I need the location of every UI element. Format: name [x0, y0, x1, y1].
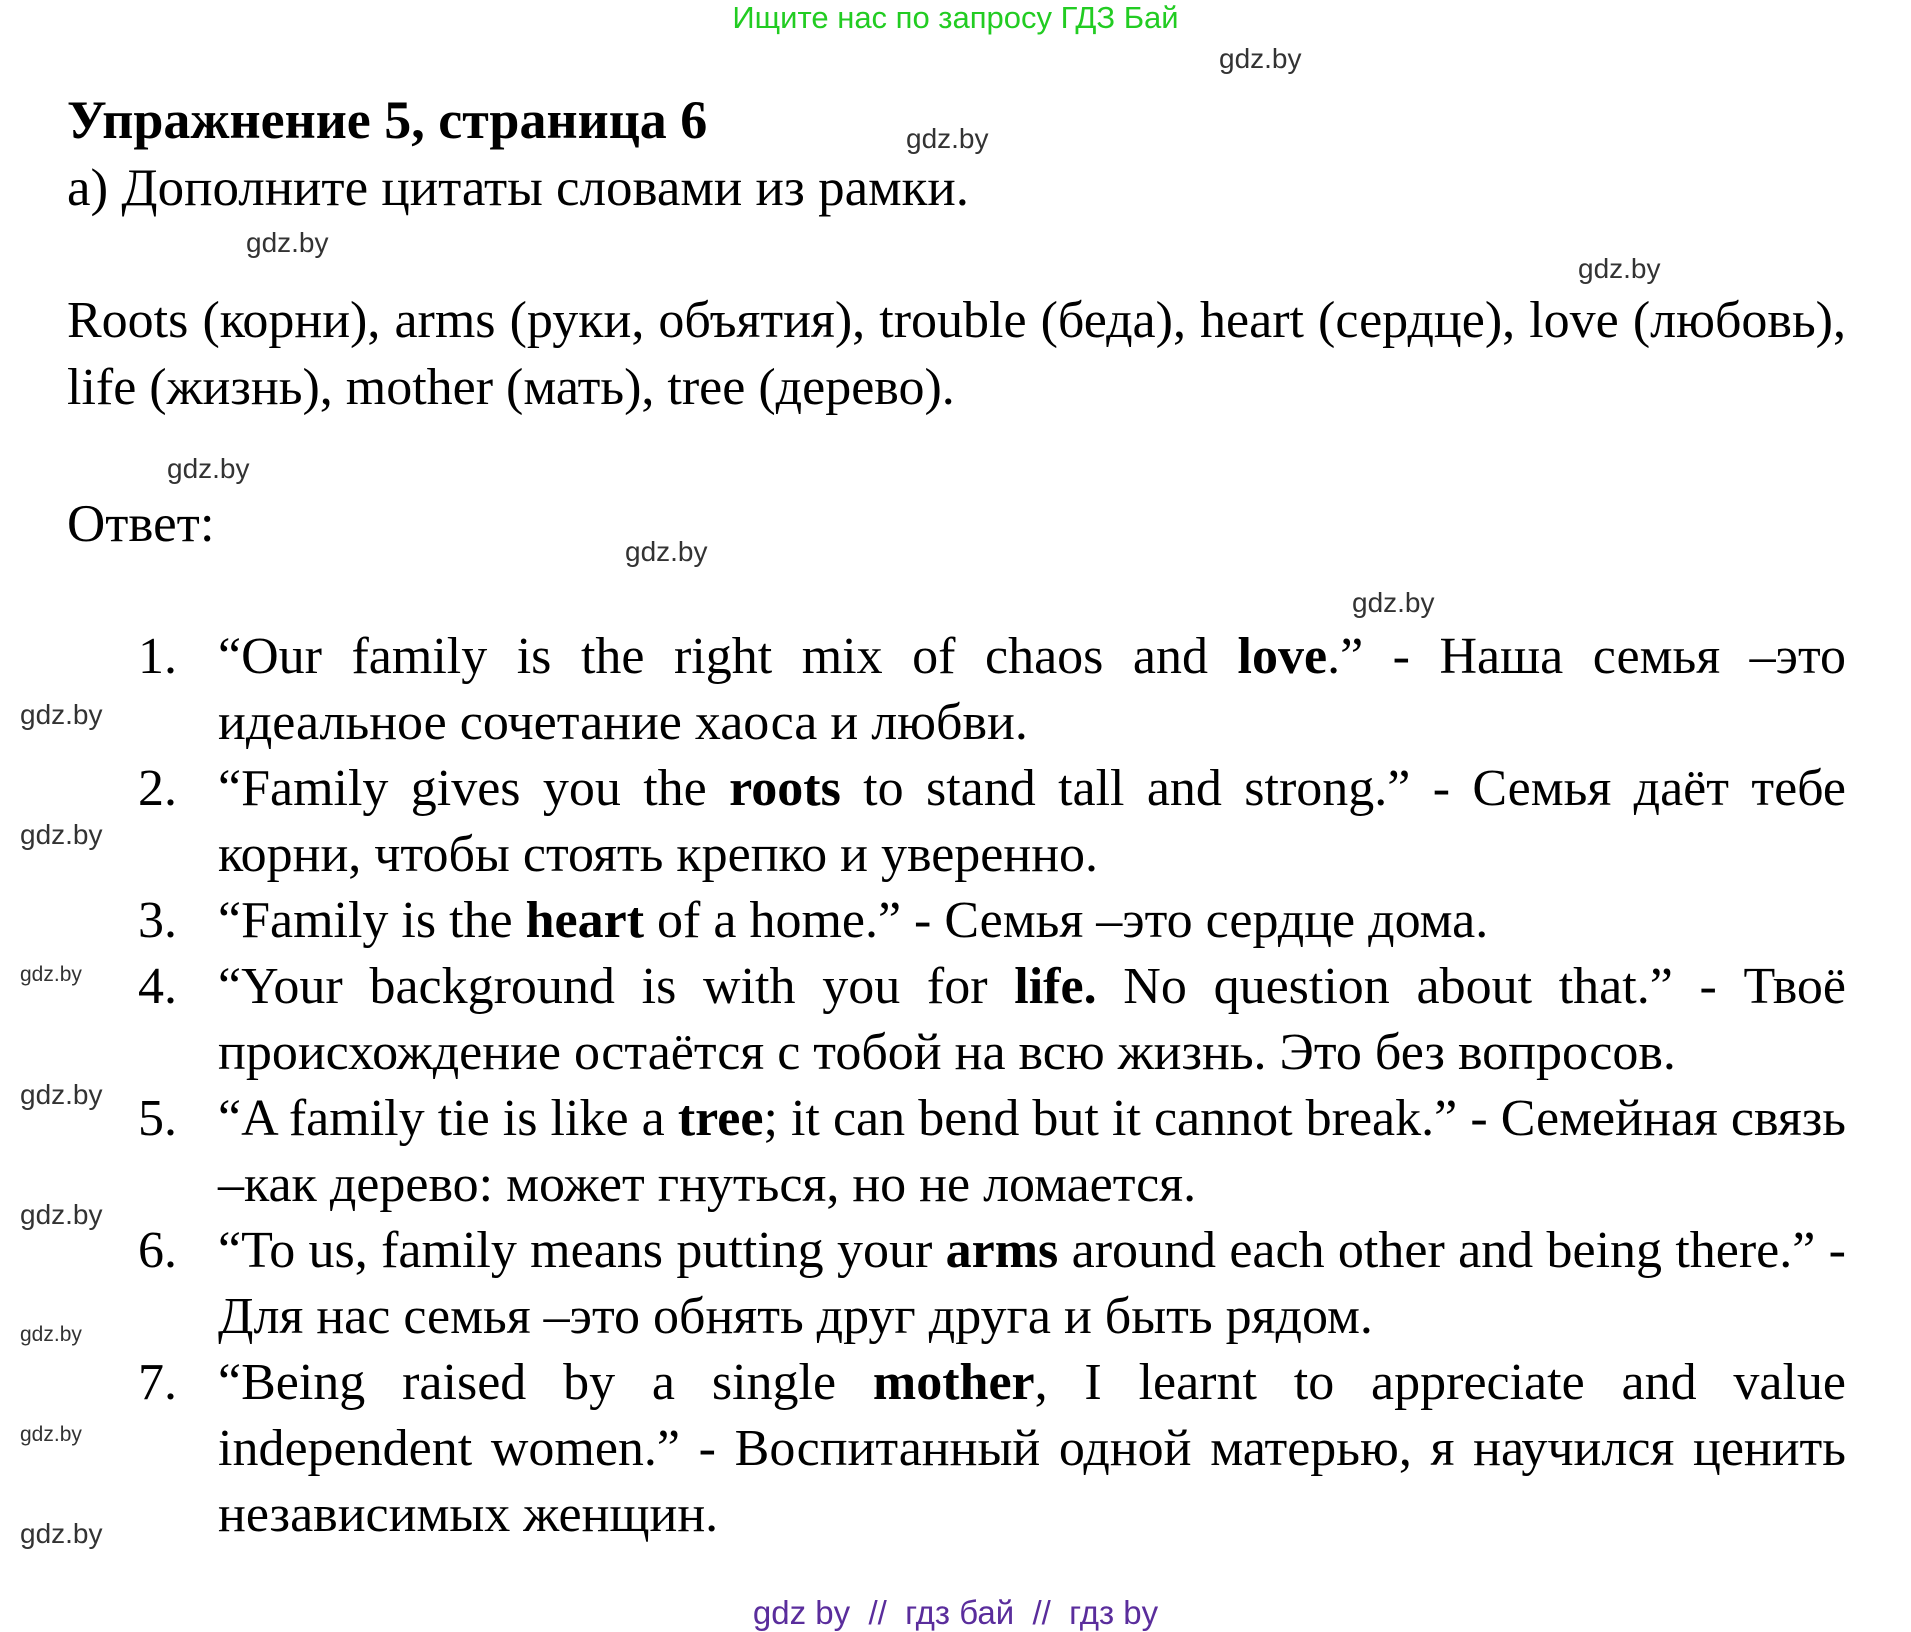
watermark: gdz.by: [167, 453, 250, 484]
quote-text: “To us, family means putting your: [218, 1222, 946, 1279]
watermark: gdz.by: [906, 123, 989, 154]
watermark: gdz.by: [20, 1423, 82, 1446]
quote-text: , I learnt to appreciate and value independent women.” - Воспитанный одной матерью, я научился ценить независимых женщин.: [218, 1354, 1847, 1543]
watermark: gdz.by: [1578, 253, 1661, 284]
item-number: 2.: [138, 760, 177, 817]
answer-word: mother: [872, 1354, 1035, 1411]
item-number: 7.: [138, 1354, 177, 1411]
answer-word: life.: [1014, 958, 1097, 1015]
list-item: [138, 888, 1846, 954]
quote-text: of a home.” - Семья –это сердце дома.: [644, 892, 1489, 949]
item-number: 5.: [138, 1090, 177, 1147]
answer-word: love: [1237, 628, 1328, 685]
quote-text: to stand tall and strong.” - Семья даёт тебе корни, чтобы стоять крепко и уверенно.: [218, 760, 1846, 883]
item-number: 4.: [138, 958, 177, 1015]
quote-text: “Your background is with you for: [218, 958, 1015, 1015]
list-item: [138, 624, 1847, 756]
quote-text: “Family is the: [218, 892, 526, 949]
item-number: 1.: [138, 628, 177, 685]
answer-label: Ответ:: [67, 495, 215, 553]
quote-text: “Being raised by a single: [218, 1354, 873, 1411]
watermark: gdz.by: [1352, 587, 1435, 618]
watermark: gdz.by: [20, 1199, 103, 1230]
search-banner: Ищите нас по запросу ГДЗ Бай: [732, 0, 1179, 35]
footer-links: gdz by // гдз бай // гдз by: [752, 1594, 1159, 1631]
watermark: gdz.by: [20, 819, 103, 850]
watermark: gdz.by: [1219, 43, 1302, 74]
quote-text: “Our family is the right mix of chaos and: [218, 628, 1238, 685]
page-title: Упражнение 5, страница 6: [67, 90, 708, 150]
quote-text: ; it can bend but it cannot break.” - Семейная связь –как дерево: может гнуться, но не ломается.: [218, 1090, 1846, 1213]
answer-word: tree: [677, 1090, 764, 1147]
item-number: 3.: [138, 892, 177, 949]
list-item: [138, 1086, 1846, 1218]
answer-word: arms: [945, 1222, 1059, 1279]
list-item: [138, 1350, 1847, 1548]
list-item: [138, 1218, 1846, 1350]
watermark: gdz.by: [20, 1518, 103, 1549]
watermark: gdz.by: [246, 227, 329, 258]
answer-word: heart: [525, 892, 645, 949]
quote-text: No question about that.” - Твоё происхождение остаётся с тобой на всю жизнь. Это без вопросов.: [218, 958, 1846, 1081]
watermark: gdz.by: [625, 536, 708, 567]
quote-text: around each other and being there.” - Для нас семья –это обнять друг друга и быть рядом.: [218, 1222, 1846, 1345]
list-item: [138, 756, 1846, 888]
item-number: 6.: [138, 1222, 177, 1279]
watermark: gdz.by: [20, 1323, 82, 1346]
quote-text: .” - Наша семья –это идеальное сочетание хаоса и любви.: [218, 628, 1847, 751]
task-instruction: а) Дополните цитаты словами из рамки.: [67, 159, 970, 217]
word-box: Roots (корни), arms (руки, объятия), trouble (беда), heart (сердце), love (любовь), life (жизнь), mother (мать), tree (дерево).: [67, 292, 1846, 416]
watermark: gdz.by: [20, 699, 103, 730]
list-item: [138, 954, 1846, 1086]
quote-text: “Family gives you the: [218, 760, 730, 817]
answer-list: [138, 624, 1847, 1548]
quote-text: “A family tie is like a: [218, 1090, 678, 1147]
answer-word: roots: [729, 760, 841, 817]
watermark: gdz.by: [20, 963, 82, 986]
watermark: gdz.by: [20, 1079, 103, 1110]
